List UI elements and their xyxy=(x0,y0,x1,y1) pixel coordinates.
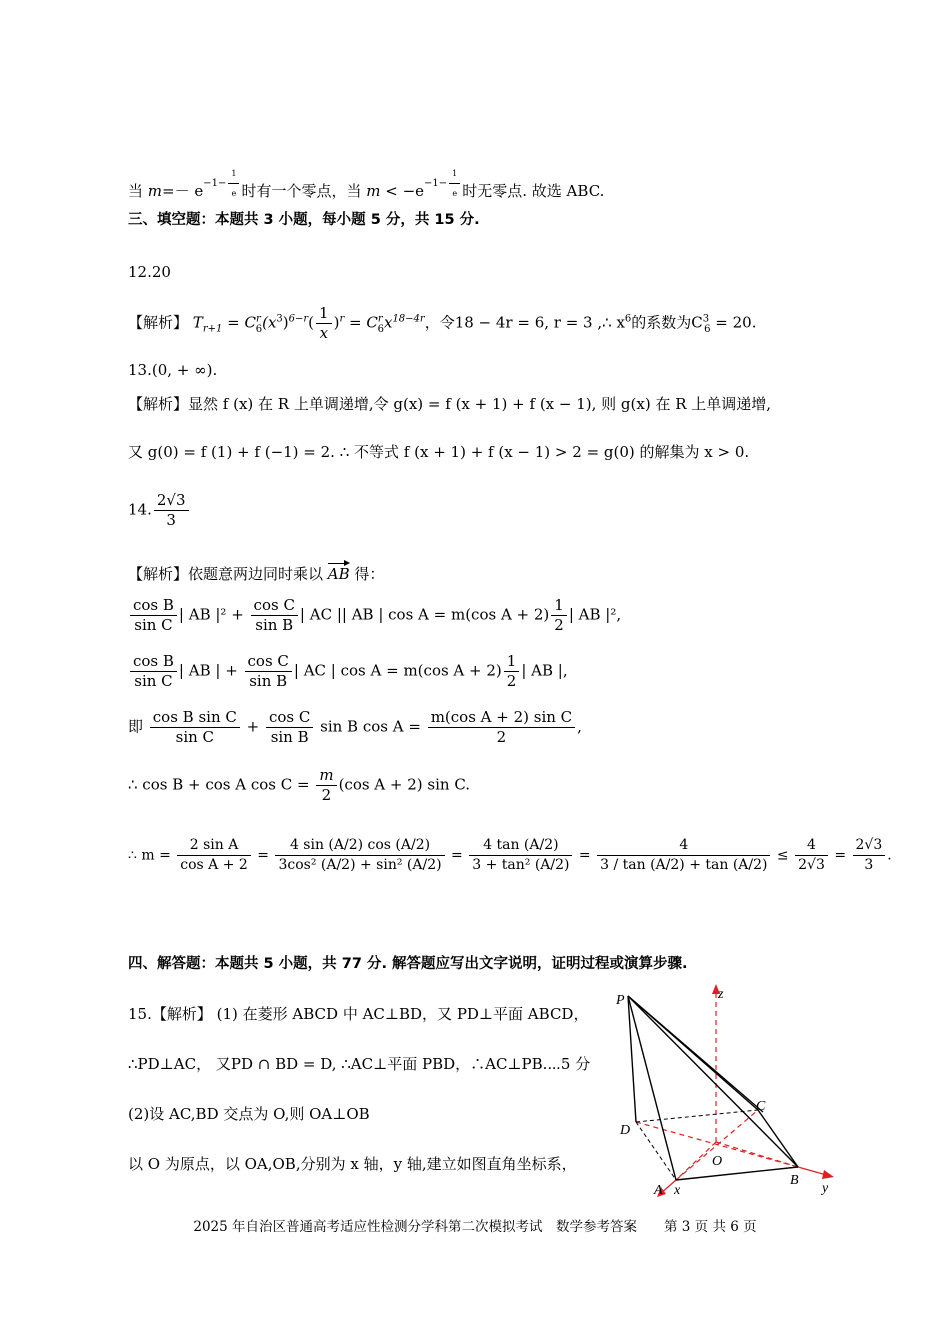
q14-eq1: $\frac{\text{cos B}}{\text{sin C}}$ | AB |² + $\frac{\text{cos C}}{\text{sin B}}$ | AC || AB | cos A = m(cos A + 2) $\frac{1}{2}$ | AB |², xyxy=(128,596,621,635)
q15-line2: ∴PD⊥AC， 又PD ∩ BD = D, ∴AC⊥平面 PBD，∴AC⊥PB.⋯5 分 xyxy=(128,1055,591,1073)
label-C: C xyxy=(756,1099,766,1114)
label-P: P xyxy=(616,993,625,1008)
q14-eq4: ∴ cos B + cos A cos C = $\frac{m}{2}$ (cos A + 2) sin C. xyxy=(128,766,471,804)
label-x: x xyxy=(674,1183,681,1198)
hidden-edges xyxy=(636,1110,758,1180)
q12-answer: 12.20 xyxy=(128,263,171,281)
q13-solution-line2: 又 g(0) = f (1) + f (−1) = 2. ∴ 不等式 f (x + 1) + f (x − 1) > 2 = g(0) 的解集为 x > 0. xyxy=(128,443,750,461)
x-axis-dashed xyxy=(676,1142,716,1180)
pyramid-edges xyxy=(628,996,798,1180)
q12-solution: 【解析】 $T_{r+1} = C^r_6(x^3)^{6-r}$( $\frac{1}{x}$ )$^r = C^r_6x^{18-4r}$，令18 − 4r = 6, r = 3 ,∴ $x^6$的系数为$C^3_6 = 20$. xyxy=(128,304,757,342)
q13-answer: 13.(0, + ∞). xyxy=(128,361,218,379)
q14-eq3: 即 $\frac{\text{cos B sin C}}{\text{sin C}}$ + $\frac{\text{cos C}}{\text{sin B}}$ sin B cos A = $\frac{\text{m(cos A + 2) sin C}}{2}$ , xyxy=(128,708,582,746)
label-D: D xyxy=(620,1123,631,1138)
label-A: A xyxy=(654,1183,663,1198)
label-O: O xyxy=(712,1154,723,1169)
pyramid-figure xyxy=(608,982,838,1202)
q14-eq5: ∴ m = $\frac{\text{2 sin A}}{\text{cos A + 2}}$ = $\frac{4 \sin (A/2) \cos (A/2)}{\text{3cos² (A/2) + sin² (A/2)}}$ = $\frac{4 \tan (A/2)}{\text{3 + tan² (A/2)}}$ = $\frac{4}{3 / \tan (A/2) + \tan (A/2)}$ ≤ $\frac{4}{2√3}$ = $\frac{2√3}{3}$ . xyxy=(128,837,892,873)
label-z: z xyxy=(718,987,724,1002)
axis-arrowheads xyxy=(657,984,834,1197)
q14-eq2: $\frac{\text{cos B}}{\text{sin C}}$ | AB | + $\frac{\text{cos C}}{\text{sin B}}$ | AC | cos A = m(cos A + 2) $\frac{1}{2}$ | AB |, xyxy=(128,652,568,691)
q14-answer: 14. $\frac{2√3}{3}$ xyxy=(128,491,191,530)
page-footer: 2025 年自治区普通高考适应性检测分学科第二次模拟考试 数学参考答案 第 3 页 共 6 页 xyxy=(193,1219,757,1235)
q14-intro: 【解析】依题意两边同时乘以 AB 得： xyxy=(128,561,384,584)
q15-line1: 15.【解析】 (1) 在菱形 ABCD 中 AC⊥BD，又 PD⊥平面 ABCD， xyxy=(128,1005,589,1023)
q13-solution-line1: 【解析】显然 f (x) 在 R 上单调递增,令 g(x) = f (x + 1) + f (x − 1), 则 g(x) 在 R 上单调递增, xyxy=(128,395,772,413)
q15-line3: (2)设 AC,BD 交点为 O,则 OA⊥OB xyxy=(128,1105,370,1123)
q15-line4: 以 O 为原点，以 OA,OB,分别为 x 轴，y 轴,建立如图直角坐标系， xyxy=(128,1155,577,1173)
section-3-heading: 三、填空题：本题共 3 小题，每小题 5 分，共 15 分. xyxy=(128,212,480,228)
section-4-heading: 四、解答题：本题共 5 小题，共 77 分. 解答题应写出文字说明，证明过程或演算步骤. xyxy=(128,956,688,972)
label-y: y xyxy=(822,1181,829,1196)
label-B: B xyxy=(790,1173,799,1188)
line-top: 当 $m=- e^{-1- \frac{1}{e}}$ 时有一个零点，当 $m < -e^{-1- \frac{1}{e}}$ 时无零点. 故选 ABC. xyxy=(128,168,604,207)
